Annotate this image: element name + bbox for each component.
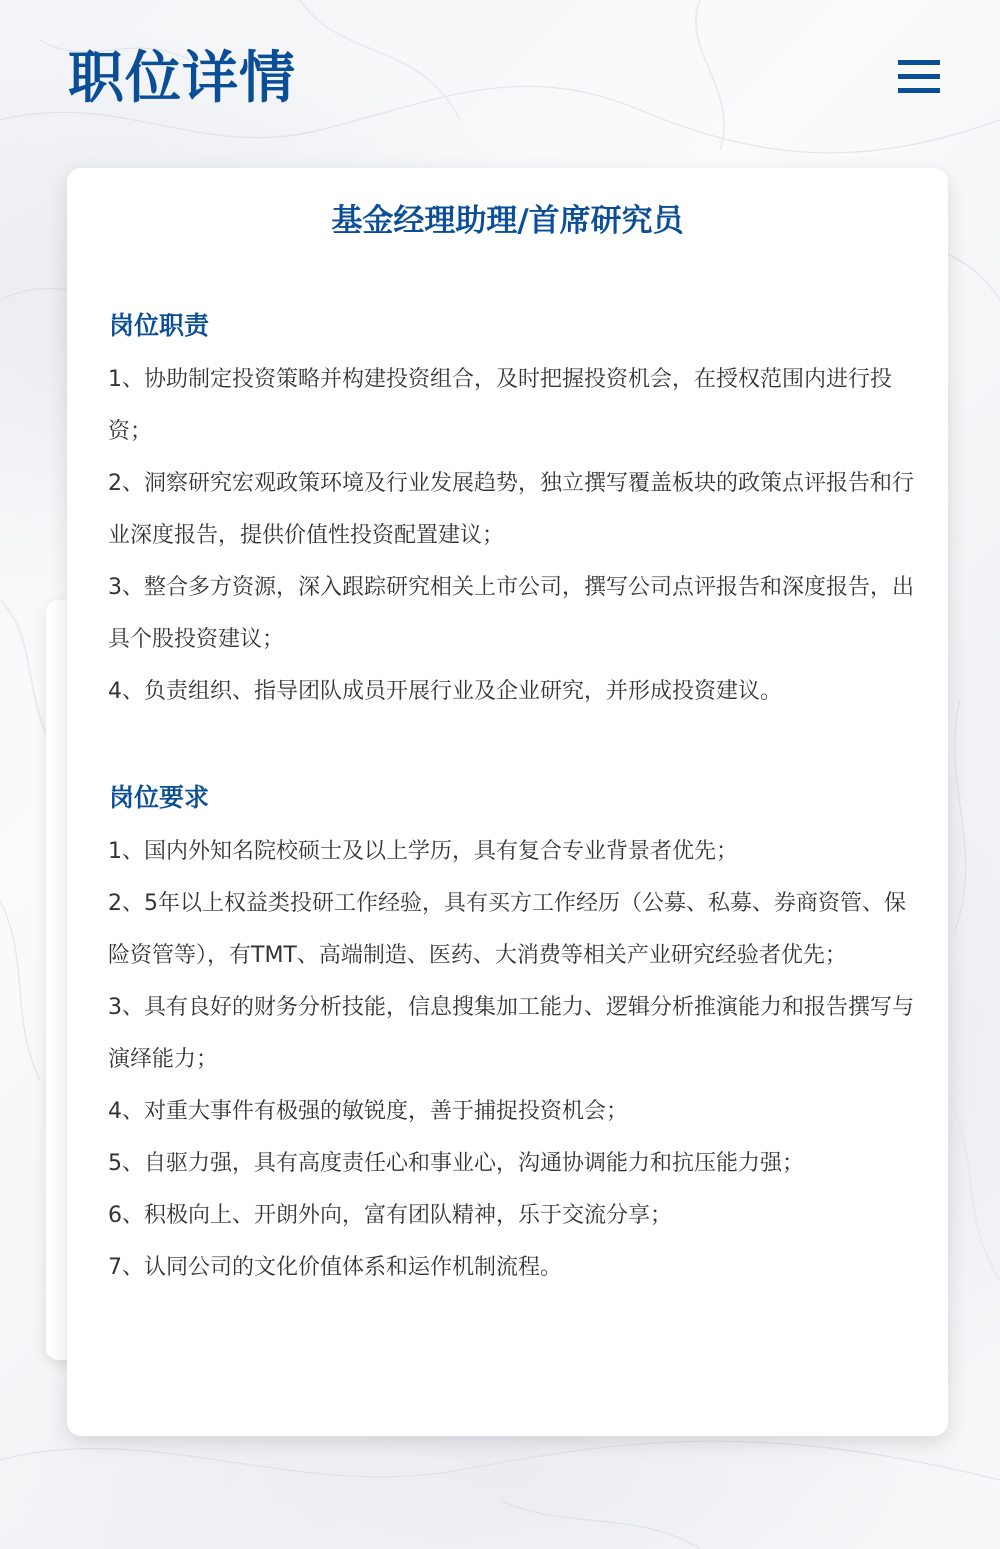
- responsibilities-list: [108, 354, 923, 718]
- responsibility-item: 4、负责组织、指导团队成员开展行业及企业研究，并形成投资建议。: [108, 679, 782, 704]
- requirements-heading: 岗位要求: [109, 783, 210, 812]
- hamburger-menu-icon-line: [898, 74, 940, 79]
- requirement-item: 1、国内外知名院校硕士及以上学历，具有复合专业背景者优先；: [108, 839, 738, 864]
- page-title: 职位详情: [68, 46, 296, 111]
- requirement-item: 4、对重大事件有极强的敏锐度，善于捕捉投资机会；: [108, 1099, 628, 1124]
- requirement-item: 7、认同公司的文化价值体系和运作机制流程。: [108, 1255, 562, 1280]
- requirements-list: [108, 826, 923, 1294]
- job-title: 基金经理助理/首席研究员: [331, 203, 684, 239]
- responsibility-item: 1、协助制定投资策略并构建投资组合，及时把握投资机会，在授权范围内进行投资；: [108, 367, 892, 444]
- requirement-item: 6、积极向上、开朗外向，富有团队精神，乐于交流分享；: [108, 1203, 672, 1228]
- page-header: [0, 0, 1000, 150]
- hamburger-menu-icon-line: [898, 88, 940, 93]
- job-detail-card: [67, 168, 948, 1436]
- menu-button[interactable]: [890, 54, 946, 100]
- requirement-item: 2、5年以上权益类投研工作经验，具有买方工作经历（公募、私募、券商资管、保险资管等），有TMT、高端制造、医药、大消费等相关产业研究经验者优先；: [108, 891, 906, 968]
- hamburger-menu-icon: [898, 60, 940, 65]
- requirement-item: 3、具有良好的财务分析技能，信息搜集加工能力、逻辑分析推演能力和报告撰写与演绎能力；: [108, 995, 914, 1072]
- responsibility-item: 2、洞察研究宏观政策环境及行业发展趋势，独立撰写覆盖板块的政策点评报告和行业深度报告，提供价值性投资配置建议；: [108, 471, 914, 548]
- requirement-item: 5、自驱力强，具有高度责任心和事业心，沟通协调能力和抗压能力强；: [108, 1151, 804, 1176]
- responsibilities-heading: 岗位职责: [109, 311, 210, 340]
- responsibility-item: 3、整合多方资源，深入跟踪研究相关上市公司，撰写公司点评报告和深度报告，出具个股投资建议；: [108, 575, 914, 652]
